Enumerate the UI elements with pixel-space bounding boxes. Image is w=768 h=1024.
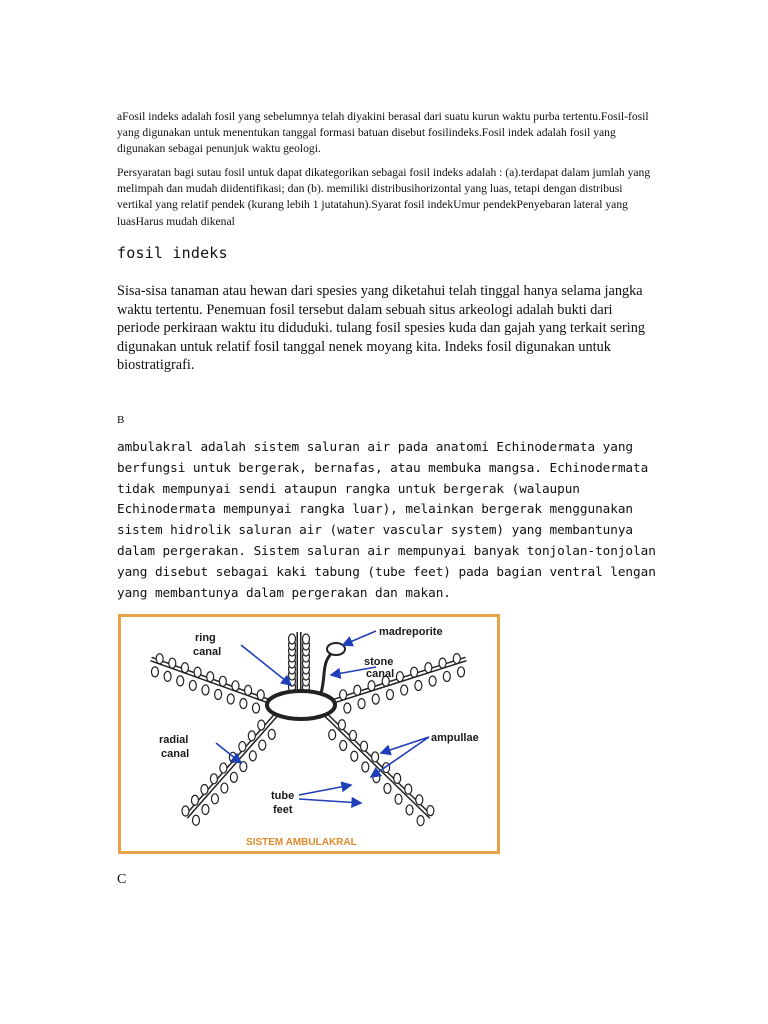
tube-foot (394, 773, 401, 783)
tube-foot (239, 742, 246, 752)
tube-foot (415, 681, 422, 691)
tube-foot (151, 667, 158, 677)
tube-foot (177, 676, 184, 686)
tube-foot (249, 751, 256, 761)
tube-foot (289, 634, 296, 644)
tube-foot (227, 694, 234, 704)
tube-foot (361, 741, 368, 751)
label-ring-canal: canal (193, 646, 222, 658)
tube-foot (362, 762, 369, 772)
tube-foot (411, 667, 418, 677)
tube-foot (439, 658, 446, 668)
tube-foot (192, 815, 199, 825)
paragraph-fosil-indeks-definition: aFosil indeks adalah fosil yang sebelumnya telah diyakini berasal dari suatu kurun waktu purba tertentu.Fosil-fosil yang digunakan untuk menentukan tanggal formasi batuan disebut fosilindeks.Fosil indek adalah fosil yang digunakan sebagai penunjuk waktu geologi. (117, 110, 649, 156)
tube-foot (416, 795, 423, 805)
tube-foot (240, 699, 247, 709)
tube-foot (401, 685, 408, 695)
tube-foot (201, 785, 208, 795)
tube-foot (340, 690, 347, 700)
tube-foot (351, 751, 358, 761)
tube-foot (344, 703, 351, 713)
tube-foot (372, 694, 379, 704)
tube-foot (396, 672, 403, 682)
label-radial-canal: canal (161, 748, 190, 760)
tube-foot (230, 772, 237, 782)
tube-foot (189, 680, 196, 690)
madreporite-shape (327, 643, 345, 655)
tube-foot (207, 672, 214, 682)
tube-foot (443, 671, 450, 681)
tube-foot (395, 794, 402, 804)
tube-foot (202, 805, 209, 815)
tube-foot (386, 690, 393, 700)
tube-foot (202, 685, 209, 695)
tube-foot (349, 730, 356, 740)
label-tube: tube (271, 790, 295, 802)
paragraph-fosil-indeks-requirements: Persyaratan bagi sutau fosil untuk dapat dikategorikan sebagai fosil indeks adalah : (a).terdapat dalam jumlah yang melimpah dan mudah diidentifikasi; dan (b). memiliki distribusihorizontal yang luas, tetapi dengan distribusi vertikal yang relatif pendek (kurang lebih 1 jutatahun).Syarat fosil indekUmur pendekPenyebaran lateral yang luasHarus mudah dikenal (117, 166, 651, 228)
tube-foot (358, 699, 365, 709)
ring-canal-shape (267, 691, 335, 719)
tube-foot (211, 794, 218, 804)
tube-foot (406, 805, 413, 815)
tube-foot (268, 729, 275, 739)
tube-foot (340, 740, 347, 750)
tube-foot (181, 663, 188, 673)
tube-foot (220, 763, 227, 773)
tube-foot (458, 667, 465, 677)
tube-foot (253, 703, 260, 713)
diagram-canvas (121, 617, 497, 851)
tube-foot (368, 681, 375, 691)
stone-canal-shape (321, 652, 333, 693)
tube-foot (164, 671, 171, 681)
label-stone: stone (364, 656, 394, 668)
tube-foot (429, 676, 436, 686)
tube-foot (219, 676, 226, 686)
tube-feet-bulbs (151, 634, 464, 826)
label-ring: ring (195, 632, 216, 644)
section-label-b: B (117, 414, 125, 426)
label-stone-canal: canal (366, 668, 395, 680)
tube-foot (417, 816, 424, 826)
label-madreporite: madreporite (379, 626, 443, 638)
paragraph-ambulakral: ambulakral adalah sistem saluran air pada anatomi Echinodermata yang berfungsi untuk bergerak, bernafas, atau membuka mangsa. Echinodermata tidak mempunyai sendi ataupun rangka untuk bergerak (walaupun Echinodermata mempunyai rangka luar), melainkan bergerak menggunakan sistem hidrolik saluran air (water vascular system) yang membantunya dalam pergerakan. Sistem saluran air mempunyai banyak tonjolan-tonjolan yang disebut sebagai kaki tabung (tube feet) pada bagian ventral lengan yang membantunya dalam pergerakan dan makan. (117, 439, 656, 600)
tube-foot (453, 654, 460, 664)
figure-caption: SISTEM AMBULAKRAL (246, 837, 357, 848)
tube-foot (303, 634, 310, 644)
tube-foot (169, 658, 176, 668)
tube-foot (384, 783, 391, 793)
tube-foot (405, 784, 412, 794)
tube-foot (215, 689, 222, 699)
tube-foot (329, 730, 336, 740)
tube-foot (191, 795, 198, 805)
section-label-c: C (117, 872, 127, 887)
tube-foot (232, 681, 239, 691)
tube-foot (194, 667, 201, 677)
tube-foot (258, 720, 265, 730)
tube-foot (210, 774, 217, 784)
label-ampullae: ampullae (431, 732, 479, 744)
tube-foot (427, 806, 434, 816)
tube-foot (182, 806, 189, 816)
tube-foot (259, 740, 266, 750)
section-heading: fosil indeks (117, 244, 228, 262)
tube-foot (257, 690, 264, 700)
ambulakral-diagram (118, 614, 500, 854)
tube-foot (156, 654, 163, 664)
tube-foot (338, 720, 345, 730)
tube-foot (245, 685, 252, 695)
tube-foot (354, 685, 361, 695)
paragraph-fosil-indeks-description: Sisa-sisa tanaman atau hewan dari spesies yang diketahui telah tinggal hanya selama jangka waktu tertentu. Penemuan fosil tersebut dalam sebuah situs arkeologi adalah bukti dari periode perkiraan waktu itu diduduki. tulang fosil spesies kuda dan gajah yang terkait sering digunakan untuk relatif fosil tanggal nenek moyang kita. Indeks fosil digunakan untuk biostratigrafi. (117, 283, 646, 374)
label-tube-feet: feet (273, 804, 293, 816)
tube-foot (221, 783, 228, 793)
label-radial: radial (159, 734, 189, 746)
tube-foot (248, 731, 255, 741)
tube-foot (372, 752, 379, 762)
tube-foot (425, 663, 432, 673)
